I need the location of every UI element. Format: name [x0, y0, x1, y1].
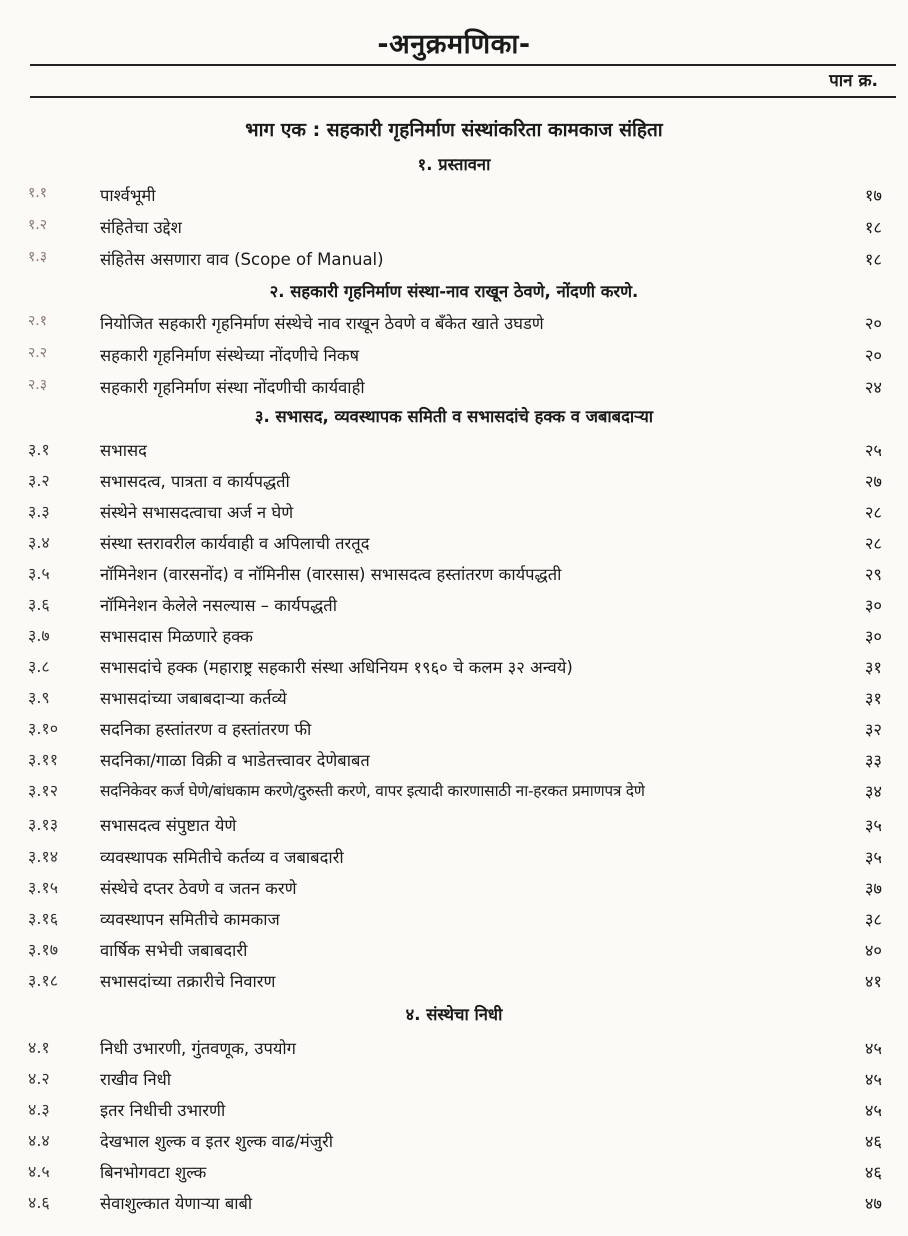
- toc-row[interactable]: [0, 876, 908, 907]
- item-title: सभासद: [100, 441, 147, 460]
- toc-row[interactable]: [0, 969, 908, 1000]
- item-page: ४५: [864, 1039, 882, 1058]
- item-title: देखभाल शुल्क व इतर शुल्क वाढ/मंजुरी: [100, 1132, 334, 1151]
- item-title: इतर निधीची उभारणी: [100, 1101, 226, 1120]
- toc-row[interactable]: [0, 845, 908, 876]
- item-title: सभासदत्व, पात्रता व कार्यपद्धती: [100, 472, 290, 491]
- item-number: ३.१७: [28, 940, 59, 959]
- item-number: १.१: [28, 185, 48, 201]
- item-page: १७: [864, 186, 882, 205]
- item-title: व्यवस्थापक समितीचे कर्तव्य व जबाबदारी: [100, 848, 344, 867]
- item-number: ३.१८: [28, 971, 59, 990]
- item-page: २०: [864, 346, 882, 365]
- item-title: सभासदांचे हक्क (महाराष्ट्र सहकारी संस्था अधिनियम १९६० चे कलम ३२ अन्वये): [100, 658, 573, 677]
- item-page: २९: [864, 565, 882, 584]
- item-page: ४१: [864, 972, 882, 991]
- item-number: ४.३: [28, 1100, 50, 1119]
- item-title: सेवाशुल्कात येणाऱ्या बाबी: [100, 1194, 253, 1213]
- item-number: ३.१०: [28, 719, 59, 738]
- toc-row[interactable]: [0, 907, 908, 938]
- item-title: राखीव निधी: [100, 1070, 172, 1089]
- section-heading: ४. संस्थेचा निधी: [405, 1005, 503, 1024]
- item-title: सहकारी गृहनिर्माण संस्था नोंदणीची कार्यवाही: [100, 378, 365, 397]
- item-number: ३.९: [28, 688, 50, 707]
- toc-row[interactable]: [0, 438, 908, 469]
- item-number: ३.५: [28, 564, 50, 583]
- toc-row[interactable]: [0, 1098, 908, 1129]
- item-page: ४५: [864, 1101, 882, 1120]
- item-number: ४.४: [28, 1131, 50, 1150]
- item-page: ४६: [864, 1163, 882, 1182]
- item-page: २४: [864, 378, 882, 397]
- item-page: २८: [864, 503, 882, 522]
- item-page: ३२: [864, 720, 882, 739]
- toc-row[interactable]: [0, 717, 908, 748]
- item-title: नॉमिनेशन (वारसनोंद) व नॉमिनीस (वारसास) सभासदत्व हस्तांतरण कार्यपद्धती: [100, 565, 562, 584]
- item-number: ३.४: [28, 533, 50, 552]
- section-heading: २. सहकारी गृहनिर्माण संस्था-नाव राखून ठेवणे, नोंदणी करणे.: [269, 282, 639, 301]
- item-number: ३.७: [28, 626, 50, 645]
- item-page: ३१: [864, 658, 882, 677]
- item-page: ४६: [864, 1132, 882, 1151]
- item-title: सदनिका हस्तांतरण व हस्तांतरण फी: [100, 720, 312, 739]
- item-number: ३.१४: [28, 847, 59, 866]
- item-number: ४.१: [28, 1038, 50, 1057]
- toc-row[interactable]: [0, 813, 908, 844]
- item-number: २.१: [28, 313, 48, 329]
- item-number: ३.१५: [28, 878, 59, 897]
- item-page: २८: [864, 534, 882, 553]
- toc-row[interactable]: [0, 531, 908, 562]
- item-page: ३०: [864, 627, 882, 646]
- toc-row[interactable]: [0, 343, 908, 374]
- item-number: ३.३: [28, 502, 50, 521]
- item-page: ३०: [864, 596, 882, 615]
- item-page: ३७: [864, 879, 882, 898]
- toc-row[interactable]: [0, 779, 908, 810]
- part-title: भाग एक : सहकारी गृहनिर्माण संस्थांकरिता कामकाज संहिता: [245, 119, 663, 141]
- page-title: -अनुक्रमणिका-: [377, 29, 531, 60]
- item-number: ४.२: [28, 1069, 50, 1088]
- toc-row[interactable]: [0, 938, 908, 969]
- item-number: ३.१६: [28, 909, 59, 928]
- toc-row[interactable]: [0, 1160, 908, 1191]
- item-title: संस्थेने सभासदत्वाचा अर्ज न घेणे: [100, 503, 294, 522]
- item-page: २०: [864, 314, 882, 333]
- item-title: सभासदांच्या तक्रारीचे निवारण: [100, 972, 276, 991]
- item-page: ३३: [864, 751, 882, 770]
- toc-row[interactable]: [0, 1129, 908, 1160]
- item-title: सदनिका/गाळा विक्री व भाडेतत्त्वावर देणेबाबत: [100, 751, 370, 770]
- item-number: ३.६: [28, 595, 50, 614]
- item-title: नियोजित सहकारी गृहनिर्माण संस्थेचे नाव राखून ठेवणे व बँकेत खाते उघडणे: [100, 314, 544, 333]
- item-title: सहकारी गृहनिर्माण संस्थेच्या नोंदणीचे निकष: [100, 346, 360, 365]
- section-heading: १. प्रस्तावना: [417, 155, 491, 174]
- item-title: संहितेचा उद्देश: [100, 218, 182, 237]
- item-number: ४.६: [28, 1193, 50, 1212]
- toc-row[interactable]: [0, 247, 908, 278]
- item-title: सभासदास मिळणारे हक्क: [100, 627, 253, 646]
- item-page: ३४: [864, 782, 882, 801]
- toc-row[interactable]: [0, 469, 908, 500]
- header-rule-top: [30, 64, 896, 66]
- item-number: १.२: [28, 217, 48, 233]
- item-title: पार्श्वभूमी: [100, 186, 156, 205]
- item-page: १८: [864, 250, 882, 269]
- toc-row[interactable]: [0, 748, 908, 779]
- toc-row[interactable]: [0, 655, 908, 686]
- section-heading: ३. सभासद, व्यवस्थापक समिती व सभासदांचे हक्क व जबाबदाऱ्या: [254, 407, 654, 426]
- item-page: २७: [864, 472, 882, 491]
- item-title: सभासदत्व संपुष्टात येणे: [100, 816, 237, 835]
- item-number: ३.८: [28, 657, 50, 676]
- toc-row[interactable]: [0, 1036, 908, 1067]
- item-title: बिनभोगवटा शुल्क: [100, 1163, 207, 1182]
- item-title: नॉमिनेशन केलेले नसल्यास – कार्यपद्धती: [100, 596, 337, 615]
- item-title: संस्था स्तरावरील कार्यवाही व अपिलाची तरतूद: [100, 534, 370, 553]
- item-title: निधी उभारणी, गुंतवणूक, उपयोग: [100, 1039, 296, 1058]
- item-number: २.२: [28, 345, 48, 361]
- item-title: संहितेस असणारा वाव (Scope of Manual): [100, 250, 384, 269]
- item-number: ४.५: [28, 1162, 50, 1181]
- item-title: संस्थेचे दप्तर ठेवणे व जतन करणे: [100, 879, 297, 898]
- header-rule-bottom: [30, 96, 896, 98]
- item-page: ४०: [864, 941, 882, 960]
- item-page: ३८: [864, 910, 882, 929]
- item-title: व्यवस्थापन समितीचे कामकाज: [100, 910, 280, 929]
- toc-row[interactable]: [0, 562, 908, 593]
- toc-row[interactable]: [0, 593, 908, 624]
- toc-row[interactable]: [0, 624, 908, 655]
- toc-row[interactable]: [0, 311, 908, 342]
- item-number: ३.१२: [28, 781, 59, 800]
- toc-row[interactable]: [0, 183, 908, 214]
- item-title: वार्षिक सभेची जबाबदारी: [100, 941, 248, 960]
- toc-row[interactable]: [0, 1191, 908, 1222]
- item-page: ३५: [864, 816, 882, 835]
- item-page: ३५: [864, 848, 882, 867]
- item-page: ४७: [864, 1194, 882, 1213]
- item-number: ३.२: [28, 471, 50, 490]
- item-number: ३.१: [28, 440, 50, 459]
- toc-row[interactable]: [0, 686, 908, 717]
- item-title: सदनिकेवर कर्ज घेणे/बांधकाम करणे/दुरुस्ती करणे, वापर इत्यादी कारणासाठी ना-हरकत प्रमाणपत्र देणे: [100, 782, 645, 800]
- item-page: ४५: [864, 1070, 882, 1089]
- page-number-column-label: पान क्र.: [829, 71, 878, 91]
- item-number: १.३: [28, 249, 48, 265]
- toc-row[interactable]: [0, 215, 908, 246]
- item-title: सभासदांच्या जबाबदाऱ्या कर्तव्ये: [100, 689, 287, 708]
- item-number: ३.१३: [28, 815, 59, 834]
- toc-row[interactable]: [0, 375, 908, 406]
- item-number: २.३: [28, 377, 48, 393]
- item-page: ३१: [864, 689, 882, 708]
- item-page: २५: [864, 441, 882, 460]
- item-number: ३.११: [28, 750, 59, 769]
- item-page: १८: [864, 218, 882, 237]
- toc-row[interactable]: [0, 1067, 908, 1098]
- toc-row[interactable]: [0, 500, 908, 531]
